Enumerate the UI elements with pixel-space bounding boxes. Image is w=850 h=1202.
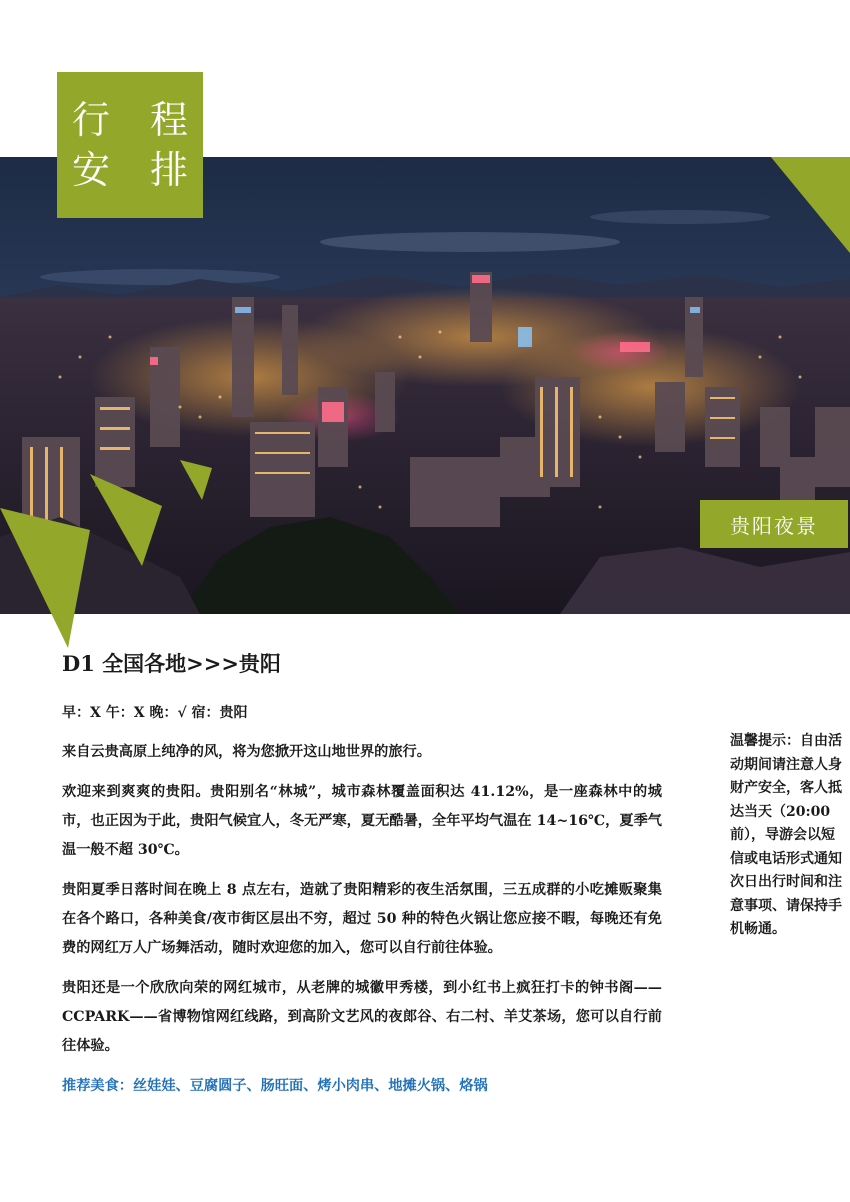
section-title-box [57,72,203,218]
top-right-triangle [771,157,850,253]
photo-caption-tag: 贵阳夜景 [700,500,848,548]
paragraph-nightlife: 贵阳夏季日落时间在晚上 8 点左右，造就了贵阳精彩的夜生活氛围，三五成群的小吃摊贩聚集在各个路口，各种美食/夜市街区层出不穷，超过 50 种的特色火锅让您应接不暇，每晚还有免费的网红万人广场舞活动，随时欢迎您的加入，您可以自行前往体验。 [62,882,662,956]
day-title: D1 全国各地>>>贵阳 [62,651,281,676]
paragraph-internet-famous: 贵阳还是一个欣欣向荣的网红城市，从老牌的城徽甲秀楼，到小红书上疯狂打卡的钟书阁——CCPARK——省博物馆网红线路，到高阶文艺风的夜郎谷、右二村、羊艾茶场，您可以自行前往体验。 [62,980,662,1054]
left-triangle [0,508,90,648]
small-triangle-2 [180,460,212,500]
travel-notice [730,730,845,942]
section-title-line2: 安 排 [71,148,203,192]
notice-label: 温馨提示： [730,733,800,749]
notice-text: 自由活动期间请注意人身财产安全，客人抵达当天（20:00 前），导游会以短信或电话形式通知次日出行时间和注意事项、请保持手机畅通。 [730,733,842,937]
paragraph-welcome: 欢迎来到爽爽的贵阳。贵阳别名“林城”，城市森林覆盖面积达 41.12%，是一座森林中的城市，也正因为于此，贵阳气候宜人，冬无严寒，夏无酷暑，全年平均气温在 14~16℃，夏季气温一般不超 30℃。 [62,784,662,858]
section-title-line1: 行 程 [71,98,203,142]
recommended-food: 推荐美食：丝娃娃、豆腐圆子、肠旺面、烤小肉串、地摊火锅、烙锅 [62,1078,488,1094]
small-triangle-1 [90,474,162,566]
paragraph-intro: 来自云贵高原上纯净的风，将为您掀开这山地世界的旅行。 [62,744,431,760]
day-description [62,738,662,1112]
meals-info: 早：X 午：X 晚：√ 宿：贵阳 [62,705,248,721]
